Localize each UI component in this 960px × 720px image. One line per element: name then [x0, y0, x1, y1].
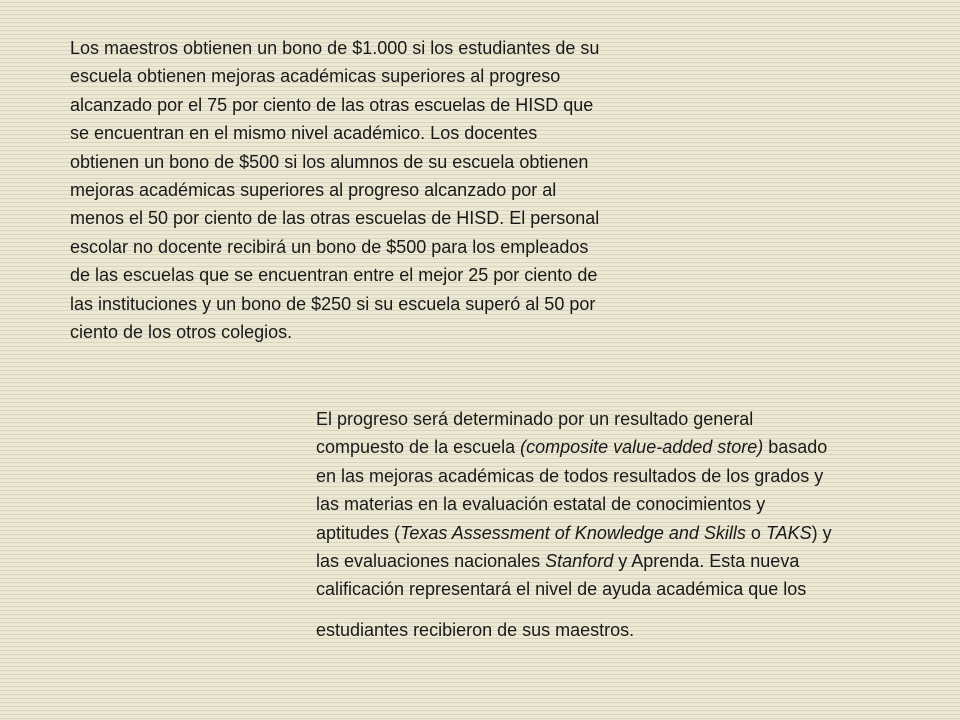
text-line: menos el 50 por ciento de las otras escuelas de HISD. El personal: [70, 208, 600, 229]
text-line: escuela obtienen mejoras académicas superiores al progreso: [70, 66, 561, 87]
text-run: las evaluaciones nacionales: [316, 550, 546, 571]
text-line: ciento de los otros colegios.: [70, 321, 293, 342]
text-line: se encuentran en el mismo nivel académico. Los docentes: [70, 123, 538, 144]
text-run: compuesto de la escuela: [316, 437, 521, 458]
text-run: basado: [763, 437, 828, 458]
text-run: o: [745, 522, 766, 543]
text-line: [316, 519, 946, 547]
italic-term: TAKS: [765, 522, 812, 543]
italic-term: Stanford: [545, 550, 614, 571]
text-line: obtienen un bono de $500 si los alumnos de su escuela obtienen: [70, 151, 589, 172]
paragraph-progress-definition: [316, 405, 946, 644]
text-line: de las escuelas que se encuentran entre el mejor 25 por ciento de: [70, 265, 598, 286]
text-line: mejoras académicas superiores al progreso alcanzado por al: [70, 179, 557, 200]
text-line: [316, 433, 946, 461]
italic-term: Texas Assessment of Knowledge and Skills: [400, 522, 746, 543]
text-line: [316, 547, 946, 575]
text-line: calificación representará el nivel de ayuda académica que los: [316, 579, 807, 600]
text-run: aptitudes (: [316, 522, 401, 543]
text-line: las materias en la evaluación estatal de conocimientos y: [316, 494, 766, 515]
text-run: ) y: [811, 522, 832, 543]
text-line: escolar no docente recibirá un bono de $500 para los empleados: [70, 236, 589, 257]
text-line: Los maestros obtienen un bono de $1.000 si los estudiantes de su: [70, 38, 600, 58]
italic-term: (composite value-added store): [520, 437, 764, 458]
text-line: las instituciones y un bono de $250 si su escuela superó al 50 por: [70, 293, 596, 314]
text-line: El progreso será determinado por un resultado general: [316, 409, 754, 429]
text-run: y Aprenda. Esta nueva: [613, 550, 800, 571]
paragraph-bonus-rules: [70, 34, 730, 346]
text-line: en las mejoras académicas de todos resultados de los grados y: [316, 465, 824, 486]
text-line: estudiantes recibieron de sus maestros.: [316, 619, 635, 640]
text-line: alcanzado por el 75 por ciento de las otras escuelas de HISD que: [70, 94, 594, 115]
